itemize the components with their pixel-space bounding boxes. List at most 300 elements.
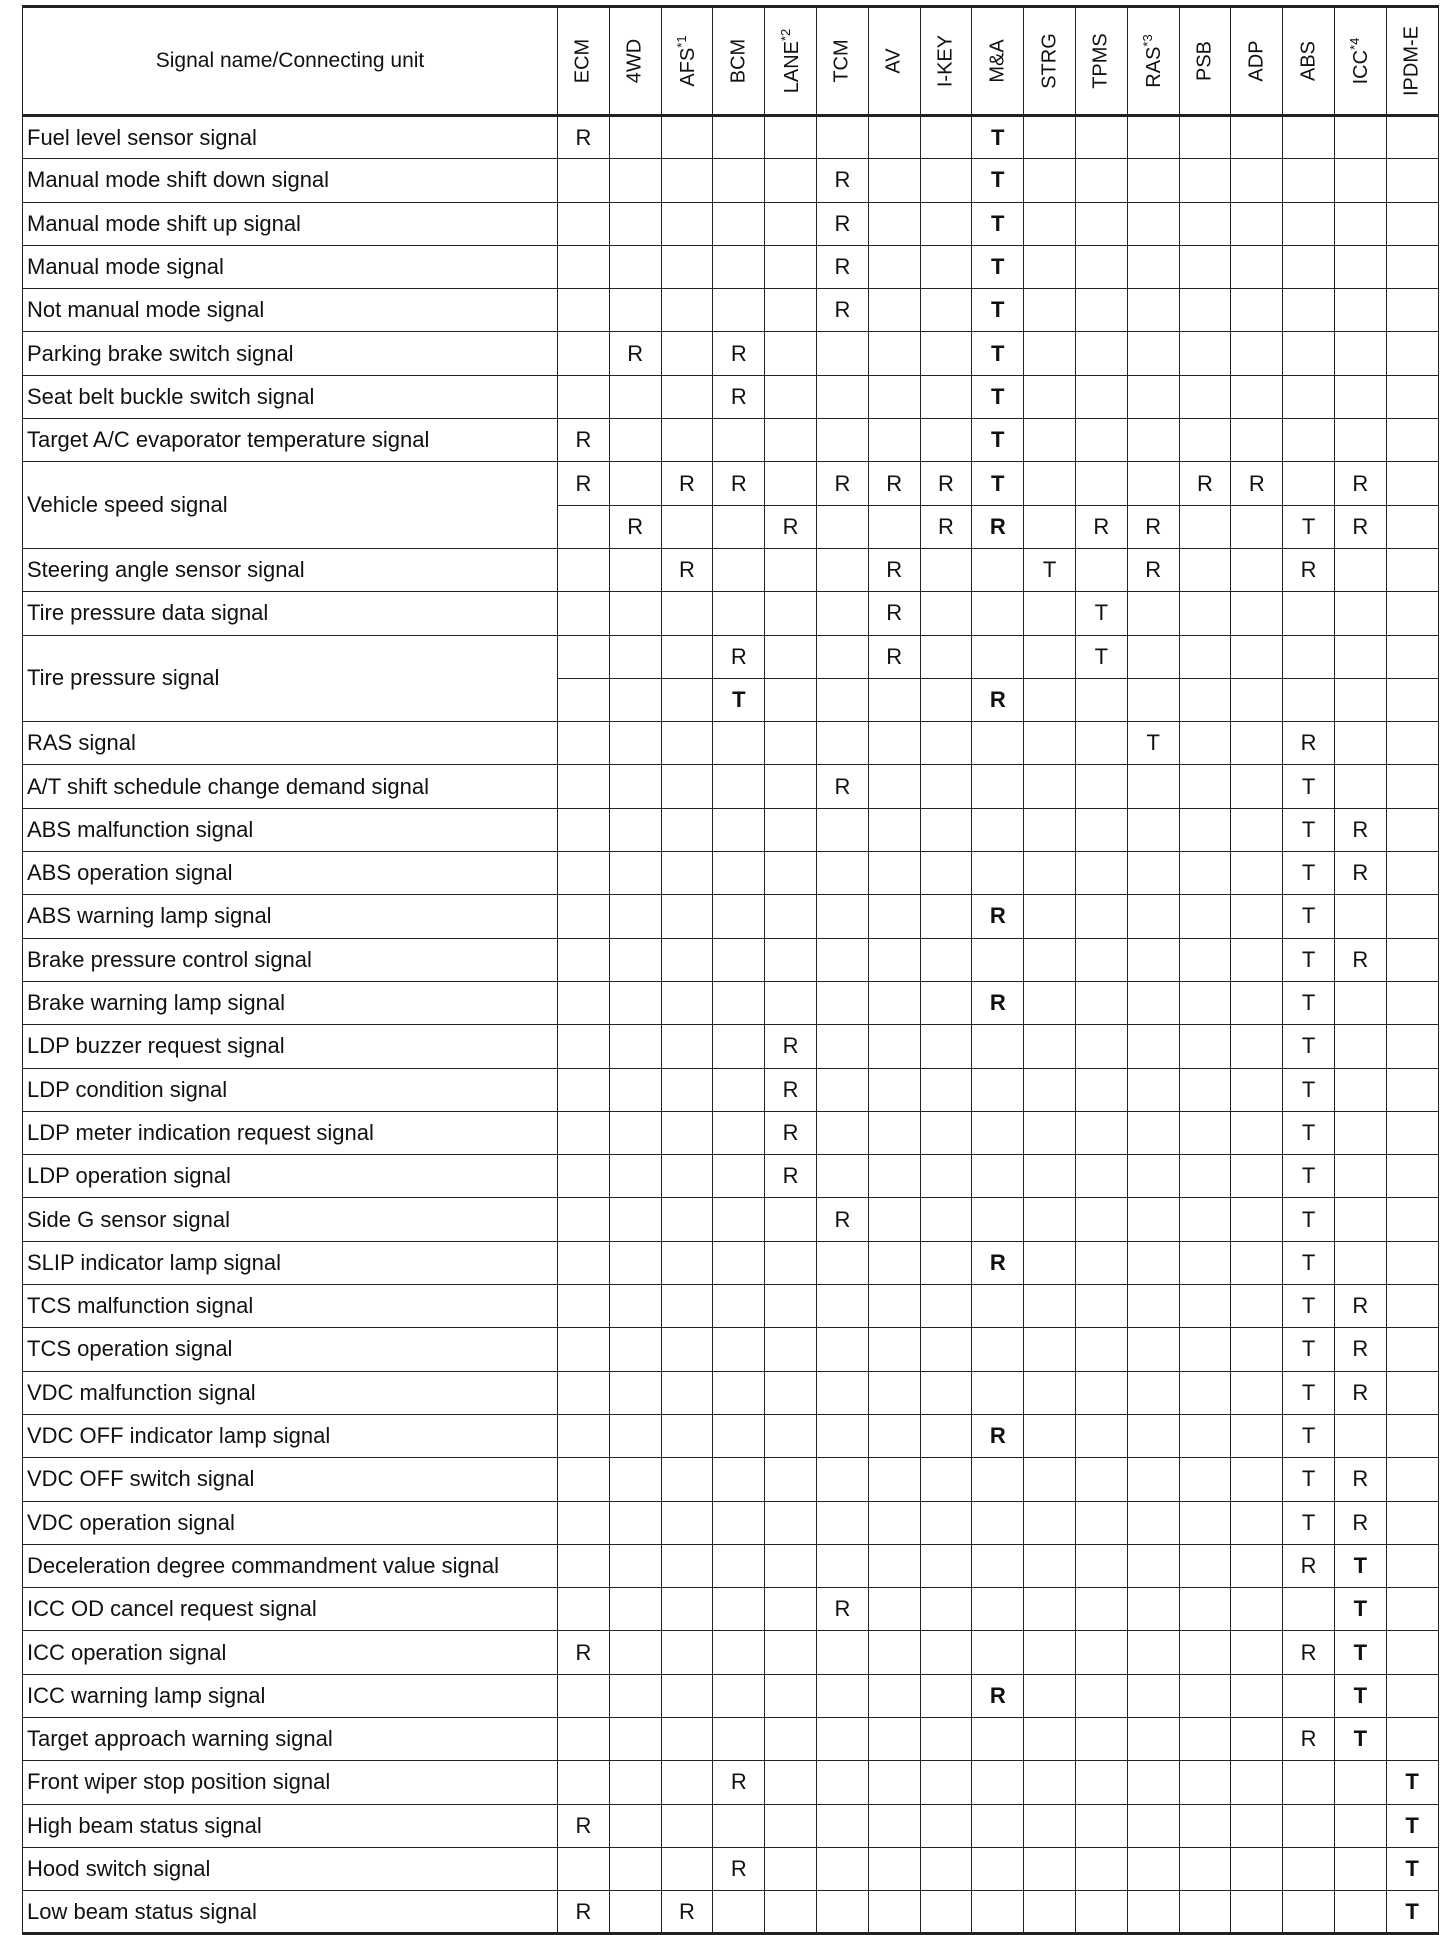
signal-cell — [1386, 245, 1438, 288]
signal-cell — [558, 1414, 610, 1457]
signal-name: Manual mode signal — [23, 245, 558, 288]
signal-cell — [816, 1631, 868, 1674]
unit-label-text: RAS — [1142, 46, 1165, 88]
signal-cell: T — [1283, 1328, 1335, 1371]
signal-cell: R — [765, 1111, 817, 1154]
signal-name: ABS malfunction signal — [23, 808, 558, 851]
signal-cell: R — [1075, 505, 1127, 548]
signal-cell — [868, 722, 920, 765]
signal-cell — [920, 635, 972, 678]
signal-cell — [713, 895, 765, 938]
signal-cell: R — [661, 548, 713, 591]
signal-cell — [1334, 1025, 1386, 1068]
signal-cell — [816, 1241, 868, 1284]
signal-cell — [1386, 462, 1438, 505]
unit-footnote-marker: *4 — [1347, 37, 1363, 50]
signal-cell — [1334, 635, 1386, 678]
signal-cell: R — [868, 548, 920, 591]
signal-cell — [1334, 1155, 1386, 1198]
signal-cell: T — [1334, 1674, 1386, 1717]
signal-name: RAS signal — [23, 722, 558, 765]
signal-cell — [1386, 332, 1438, 375]
signal-cell — [713, 1328, 765, 1371]
signal-cell: R — [558, 116, 610, 159]
signal-cell — [1127, 938, 1179, 981]
signal-cell — [1075, 722, 1127, 765]
signal-name: Seat belt buckle switch signal — [23, 375, 558, 418]
unit-header-label — [986, 39, 1009, 82]
signal-cell: T — [1283, 1198, 1335, 1241]
unit-header-label — [1348, 38, 1374, 85]
signal-cell — [765, 765, 817, 808]
signal-cell — [972, 1285, 1024, 1328]
signal-cell — [1179, 1501, 1231, 1544]
signal-cell — [558, 375, 610, 418]
signal-cell — [972, 1544, 1024, 1587]
signal-cell — [1283, 289, 1335, 332]
signal-cell: R — [1334, 505, 1386, 548]
table-row — [23, 635, 1439, 678]
signal-cell — [1386, 852, 1438, 895]
signal-cell — [1334, 722, 1386, 765]
signal-cell — [558, 852, 610, 895]
signal-cell — [1179, 1414, 1231, 1457]
signal-cell — [920, 245, 972, 288]
signal-cell — [558, 938, 610, 981]
signal-cell — [558, 159, 610, 202]
signal-cell — [661, 505, 713, 548]
signal-name: Side G sensor signal — [23, 1198, 558, 1241]
signal-cell — [868, 981, 920, 1024]
signal-cell — [609, 1501, 661, 1544]
signal-cell — [713, 765, 765, 808]
signal-cell — [609, 1674, 661, 1717]
signal-cell — [1127, 765, 1179, 808]
signal-cell — [1179, 938, 1231, 981]
signal-cell: R — [1334, 938, 1386, 981]
signal-cell — [972, 635, 1024, 678]
unit-header-adp — [1231, 7, 1283, 116]
signal-cell: R — [558, 462, 610, 505]
signal-cell — [661, 1588, 713, 1631]
signal-cell — [713, 1501, 765, 1544]
signal-cell — [1024, 1458, 1076, 1501]
signal-cell — [1334, 202, 1386, 245]
signal-cell: T — [1283, 1155, 1335, 1198]
signal-cell — [765, 1891, 817, 1934]
signal-cell — [1179, 159, 1231, 202]
signal-name: Target A/C evaporator temperature signal — [23, 419, 558, 462]
signal-cell: T — [1283, 1068, 1335, 1111]
signal-cell — [1075, 1155, 1127, 1198]
signal-cell — [1386, 1025, 1438, 1068]
signal-cell — [1075, 462, 1127, 505]
signal-cell — [1334, 1847, 1386, 1890]
signal-cell: T — [1283, 895, 1335, 938]
signal-cell — [1075, 1761, 1127, 1804]
signal-cell — [1386, 419, 1438, 462]
signal-cell — [972, 548, 1024, 591]
table-row — [23, 159, 1439, 202]
signal-cell — [816, 1414, 868, 1457]
signal-cell — [661, 1285, 713, 1328]
signal-cell — [558, 1241, 610, 1284]
signal-cell: R — [558, 1891, 610, 1934]
signal-cell — [765, 592, 817, 635]
signal-cell: R — [661, 462, 713, 505]
signal-cell: T — [1283, 1285, 1335, 1328]
table-row — [23, 1544, 1439, 1587]
signal-cell: T — [713, 678, 765, 721]
signal-cell — [1127, 1371, 1179, 1414]
signal-cell — [1024, 852, 1076, 895]
unit-label-text: ECM — [571, 38, 594, 84]
signal-cell — [972, 1198, 1024, 1241]
signal-cell — [713, 505, 765, 548]
signal-cell — [661, 1847, 713, 1890]
signal-name: ABS warning lamp signal — [23, 895, 558, 938]
signal-cell — [609, 1891, 661, 1934]
signal-cell — [661, 1804, 713, 1847]
signal-cell — [1386, 592, 1438, 635]
signal-name: LDP operation signal — [23, 1155, 558, 1198]
signal-cell — [661, 202, 713, 245]
signal-cell — [609, 1847, 661, 1890]
signal-cell — [1075, 116, 1127, 159]
signal-cell — [920, 895, 972, 938]
signal-cell — [868, 202, 920, 245]
signal-cell — [920, 1847, 972, 1890]
signal-cell — [1127, 116, 1179, 159]
signal-cell — [1075, 1458, 1127, 1501]
signal-cell — [661, 1328, 713, 1371]
signal-cell — [1127, 1804, 1179, 1847]
signal-cell — [1283, 1674, 1335, 1717]
signal-cell — [713, 116, 765, 159]
signal-cell — [1334, 592, 1386, 635]
signal-cell — [1386, 1631, 1438, 1674]
signal-cell — [1179, 1804, 1231, 1847]
signal-cell — [765, 1501, 817, 1544]
signal-cell — [920, 116, 972, 159]
signal-cell — [609, 1631, 661, 1674]
signal-cell: R — [765, 505, 817, 548]
signal-cell — [1283, 332, 1335, 375]
signal-cell — [1127, 1111, 1179, 1154]
signal-cell: R — [1334, 1328, 1386, 1371]
signal-cell — [609, 419, 661, 462]
signal-cell — [558, 1025, 610, 1068]
signal-cell — [558, 202, 610, 245]
signal-cell — [1127, 1847, 1179, 1890]
signal-cell — [1024, 375, 1076, 418]
signal-cell — [765, 332, 817, 375]
signal-cell — [816, 981, 868, 1024]
signal-cell — [1231, 1458, 1283, 1501]
signal-cell — [1179, 1674, 1231, 1717]
signal-cell — [1127, 895, 1179, 938]
signal-cell — [1024, 1371, 1076, 1414]
signal-cell — [1283, 202, 1335, 245]
unit-header-i-key — [920, 7, 972, 116]
signal-cell — [1075, 1804, 1127, 1847]
signal-cell — [816, 1544, 868, 1587]
signal-cell — [920, 592, 972, 635]
signal-cell — [1127, 1328, 1179, 1371]
signal-cell — [1231, 938, 1283, 981]
signal-cell — [1024, 1761, 1076, 1804]
signal-cell — [661, 332, 713, 375]
signal-cell — [816, 1761, 868, 1804]
signal-cell — [1024, 1544, 1076, 1587]
unit-header-tpms — [1075, 7, 1127, 116]
signal-cell — [661, 895, 713, 938]
signal-cell — [1024, 1414, 1076, 1457]
signal-cell — [713, 1111, 765, 1154]
signal-cell — [1024, 505, 1076, 548]
signal-cell — [1231, 1631, 1283, 1674]
signal-cell — [868, 678, 920, 721]
signal-cell — [713, 1025, 765, 1068]
unit-header-label — [934, 35, 957, 87]
signal-cell — [1024, 1198, 1076, 1241]
table-row — [23, 1241, 1439, 1284]
signal-name: ICC warning lamp signal — [23, 1674, 558, 1717]
signal-name: Deceleration degree commandment value signal — [23, 1544, 558, 1587]
signal-cell — [868, 1761, 920, 1804]
signal-cell — [1179, 1717, 1231, 1760]
unit-label-text: ABS — [1297, 40, 1320, 82]
signal-cell — [661, 938, 713, 981]
signal-cell — [609, 1111, 661, 1154]
signal-cell — [1283, 245, 1335, 288]
table-row — [23, 1111, 1439, 1154]
signal-cell — [1075, 1285, 1127, 1328]
signal-cell — [609, 289, 661, 332]
signal-cell — [868, 1847, 920, 1890]
signal-cell — [816, 419, 868, 462]
signal-name: LDP condition signal — [23, 1068, 558, 1111]
signal-cell — [1283, 1761, 1335, 1804]
signal-cell: R — [661, 1891, 713, 1934]
signal-cell — [1231, 895, 1283, 938]
signal-name: TCS operation signal — [23, 1328, 558, 1371]
signal-cell: T — [1283, 808, 1335, 851]
signal-cell: R — [765, 1025, 817, 1068]
signal-cell — [920, 1717, 972, 1760]
signal-cell — [661, 808, 713, 851]
signal-cell: T — [972, 202, 1024, 245]
signal-cell — [661, 1155, 713, 1198]
signal-cell: R — [972, 981, 1024, 1024]
signal-cell — [972, 852, 1024, 895]
signal-cell — [609, 1198, 661, 1241]
signal-cell — [816, 1501, 868, 1544]
signal-cell — [713, 1155, 765, 1198]
signal-cell — [1179, 202, 1231, 245]
signal-cell — [558, 722, 610, 765]
signal-cell — [661, 1458, 713, 1501]
signal-cell — [1231, 1847, 1283, 1890]
signal-cell — [1127, 1717, 1179, 1760]
unit-header-ecm — [558, 7, 610, 116]
signal-cell — [765, 981, 817, 1024]
signal-cell — [868, 375, 920, 418]
signal-cell — [1024, 678, 1076, 721]
signal-name: Low beam status signal — [23, 1891, 558, 1934]
signal-cell — [1231, 1717, 1283, 1760]
signal-cell — [816, 1371, 868, 1414]
signal-cell — [920, 1674, 972, 1717]
table-header-row — [23, 7, 1439, 116]
signal-cell — [609, 808, 661, 851]
signal-cell — [661, 1414, 713, 1457]
signal-cell: T — [1283, 1025, 1335, 1068]
unit-header-afs — [661, 7, 713, 116]
table-row — [23, 1588, 1439, 1631]
signal-cell — [868, 1241, 920, 1284]
signal-cell — [713, 1198, 765, 1241]
signal-cell — [558, 635, 610, 678]
table-row — [23, 245, 1439, 288]
signal-cell — [1334, 419, 1386, 462]
signal-cell — [609, 116, 661, 159]
signal-cell — [816, 332, 868, 375]
signal-cell — [1386, 289, 1438, 332]
signal-cell — [1231, 1328, 1283, 1371]
signal-cell — [713, 722, 765, 765]
signal-cell — [1024, 592, 1076, 635]
signal-cell — [868, 852, 920, 895]
unit-label-text: ADP — [1245, 40, 1268, 82]
signal-cell — [1127, 592, 1179, 635]
signal-cell — [1075, 1717, 1127, 1760]
signal-cell — [1024, 765, 1076, 808]
signal-cell: R — [1283, 1631, 1335, 1674]
signal-cell — [920, 1285, 972, 1328]
signal-cell: T — [1127, 722, 1179, 765]
table-row — [23, 1717, 1439, 1760]
signal-name: A/T shift schedule change demand signal — [23, 765, 558, 808]
unit-header-ras — [1127, 7, 1179, 116]
signal-cell — [661, 722, 713, 765]
signal-cell — [609, 765, 661, 808]
signal-cell — [558, 245, 610, 288]
signal-cell — [920, 678, 972, 721]
can-signal-table — [22, 5, 1439, 1935]
signal-cell: R — [558, 419, 610, 462]
signal-cell — [661, 159, 713, 202]
signal-cell — [920, 419, 972, 462]
signal-cell — [816, 1155, 868, 1198]
signal-cell — [868, 808, 920, 851]
signal-cell — [713, 592, 765, 635]
unit-header-m-a — [972, 7, 1024, 116]
signal-cell: T — [972, 245, 1024, 288]
signal-cell — [816, 1458, 868, 1501]
signal-cell — [558, 1761, 610, 1804]
signal-cell — [1075, 1241, 1127, 1284]
unit-label-text: IPDM-E — [1400, 26, 1423, 96]
signal-cell — [1334, 289, 1386, 332]
signal-cell: R — [868, 592, 920, 635]
signal-cell — [1231, 1544, 1283, 1587]
signal-cell — [1179, 765, 1231, 808]
signal-cell: T — [1334, 1631, 1386, 1674]
signal-cell — [1179, 1371, 1231, 1414]
signal-cell: R — [1127, 548, 1179, 591]
signal-name: Manual mode shift down signal — [23, 159, 558, 202]
signal-cell — [816, 635, 868, 678]
signal-cell — [972, 808, 1024, 851]
signal-name: VDC operation signal — [23, 1501, 558, 1544]
signal-cell — [1179, 635, 1231, 678]
signal-cell — [609, 1155, 661, 1198]
signal-cell — [1179, 678, 1231, 721]
signal-cell — [1386, 1674, 1438, 1717]
signal-cell — [558, 808, 610, 851]
signal-cell: R — [558, 1631, 610, 1674]
signal-cell: R — [1283, 548, 1335, 591]
signal-cell — [1127, 375, 1179, 418]
table-row — [23, 1631, 1439, 1674]
signal-cell — [972, 1328, 1024, 1371]
signal-cell — [713, 1804, 765, 1847]
signal-cell — [972, 1068, 1024, 1111]
signal-cell — [609, 1544, 661, 1587]
signal-cell — [713, 1414, 765, 1457]
signal-cell — [1024, 1631, 1076, 1674]
signal-cell — [1386, 895, 1438, 938]
unit-header-strg — [1024, 7, 1076, 116]
signal-cell — [1024, 895, 1076, 938]
signal-cell — [1386, 1111, 1438, 1154]
signal-cell — [661, 1501, 713, 1544]
signal-cell — [1075, 1847, 1127, 1890]
signal-cell — [661, 678, 713, 721]
signal-cell: R — [816, 1198, 868, 1241]
signal-cell — [1127, 852, 1179, 895]
signal-cell — [558, 1111, 610, 1154]
signal-cell — [816, 592, 868, 635]
signal-cell — [713, 1371, 765, 1414]
signal-cell — [1334, 116, 1386, 159]
table-row — [23, 1501, 1439, 1544]
signal-cell — [609, 1371, 661, 1414]
signal-cell — [1231, 1198, 1283, 1241]
signal-cell — [713, 852, 765, 895]
signal-cell — [558, 678, 610, 721]
signal-cell — [868, 1285, 920, 1328]
signal-cell — [609, 1458, 661, 1501]
signal-cell — [816, 852, 868, 895]
unit-label-text: 4WD — [623, 38, 646, 84]
signal-cell — [558, 1501, 610, 1544]
signal-cell — [558, 592, 610, 635]
signal-cell — [868, 1891, 920, 1934]
signal-cell — [1127, 332, 1179, 375]
signal-cell — [1075, 1111, 1127, 1154]
signal-cell — [1179, 1155, 1231, 1198]
signal-cell — [609, 1717, 661, 1760]
signal-name: VDC OFF indicator lamp signal — [23, 1414, 558, 1457]
signal-cell: R — [816, 289, 868, 332]
signal-cell — [1075, 1674, 1127, 1717]
signal-cell — [1075, 159, 1127, 202]
signal-cell — [713, 1544, 765, 1587]
signal-cell — [1231, 1414, 1283, 1457]
signal-cell — [1386, 722, 1438, 765]
